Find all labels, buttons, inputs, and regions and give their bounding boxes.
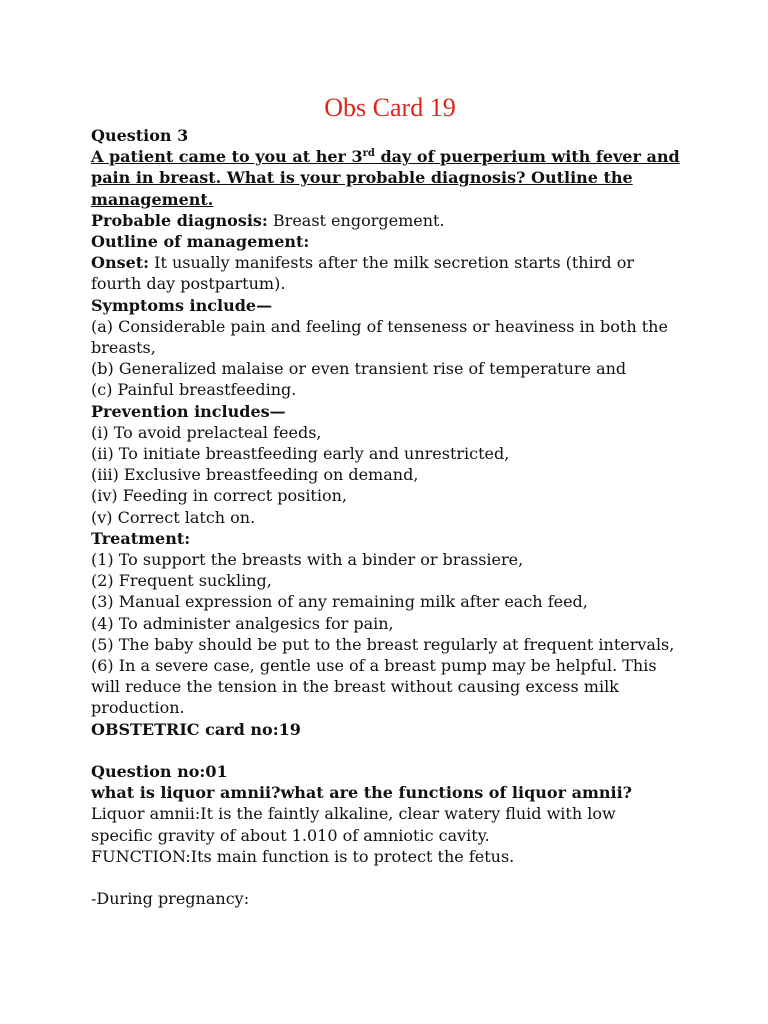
treatment-item: (3) Manual expression of any remaining milk after each feed, (91, 592, 588, 612)
onset-label: Onset: (91, 253, 150, 273)
liquor-amnii-definition: Liquor amnii:It is the faintly alkaline, clear watery fluid with low specific gravity of about 1.010 of amniotic cavity. (91, 804, 616, 845)
diagnosis-value: Breast engorgement. (267, 210, 445, 230)
question-3-prompt-part1: A patient came to you at her 3 (91, 147, 363, 167)
prevention-heading: Prevention includes— (91, 401, 286, 421)
symptom-item: (a) Considerable pain and feeling of tenseness or heaviness in both the breasts, (91, 316, 668, 358)
prevention-item: (ii) To initiate breastfeeding early and unrestricted, (91, 444, 510, 464)
prevention-item: (i) To avoid prelacteal feeds, (91, 422, 322, 442)
onset-value: It usually manifests after the milk secretion starts (third or fourth day postpartum). (91, 253, 634, 294)
outline-heading: Outline of management: (91, 232, 310, 252)
symptoms-heading: Symptoms include— (91, 295, 273, 315)
treatment-item: (6) In a severe case, gentle use of a breast pump may be helpful. This will reduce the tension in the breast without causing excess milk production. (91, 656, 657, 718)
treatment-heading: Treatment: (91, 528, 191, 548)
prevention-item: (v) Correct latch on. (91, 507, 256, 527)
question-no-01-text: what is liquor amnii?what are the functions of liquor amnii? (91, 783, 633, 803)
symptom-item: (c) Painful breastfeeding. (91, 380, 297, 400)
document-page (91, 92, 681, 909)
prevention-item: (iii) Exclusive breastfeeding on demand, (91, 465, 419, 485)
question-no-01-label: Question no:01 (91, 762, 228, 782)
question-3-prompt (91, 146, 681, 210)
diagnosis-line (91, 210, 681, 231)
question-3-prompt-superscript: rd (362, 148, 375, 160)
treatment-item: (5) The baby should be put to the breast regularly at frequent intervals, (91, 634, 675, 654)
obstetric-card-label: OBSTETRIC card no:19 (91, 719, 301, 739)
blank-line (91, 740, 681, 761)
question-3-prompt-part2: day of puerperium with fever and pain in breast. What is your probable diagnosis? Outline the management. (91, 147, 680, 209)
question-3-label: Question 3 (91, 126, 189, 145)
liquor-amnii-function: FUNCTION:Its main function is to protect the fetus. (91, 846, 515, 866)
prevention-item: (iv) Feeding in correct position, (91, 486, 347, 506)
treatment-item: (4) To administer analgesics for pain, (91, 613, 394, 633)
onset-line (91, 252, 681, 294)
blank-line (91, 867, 681, 888)
page-title: Obs Card 19 (324, 93, 456, 122)
during-pregnancy-heading: -During pregnancy: (91, 889, 250, 909)
treatment-item: (2) Frequent suckling, (91, 571, 272, 591)
symptom-item: (b) Generalized malaise or even transient rise of temperature and (91, 359, 627, 379)
treatment-item: (1) To support the breasts with a binder or brassiere, (91, 550, 524, 570)
diagnosis-label: Probable diagnosis: (91, 210, 268, 230)
